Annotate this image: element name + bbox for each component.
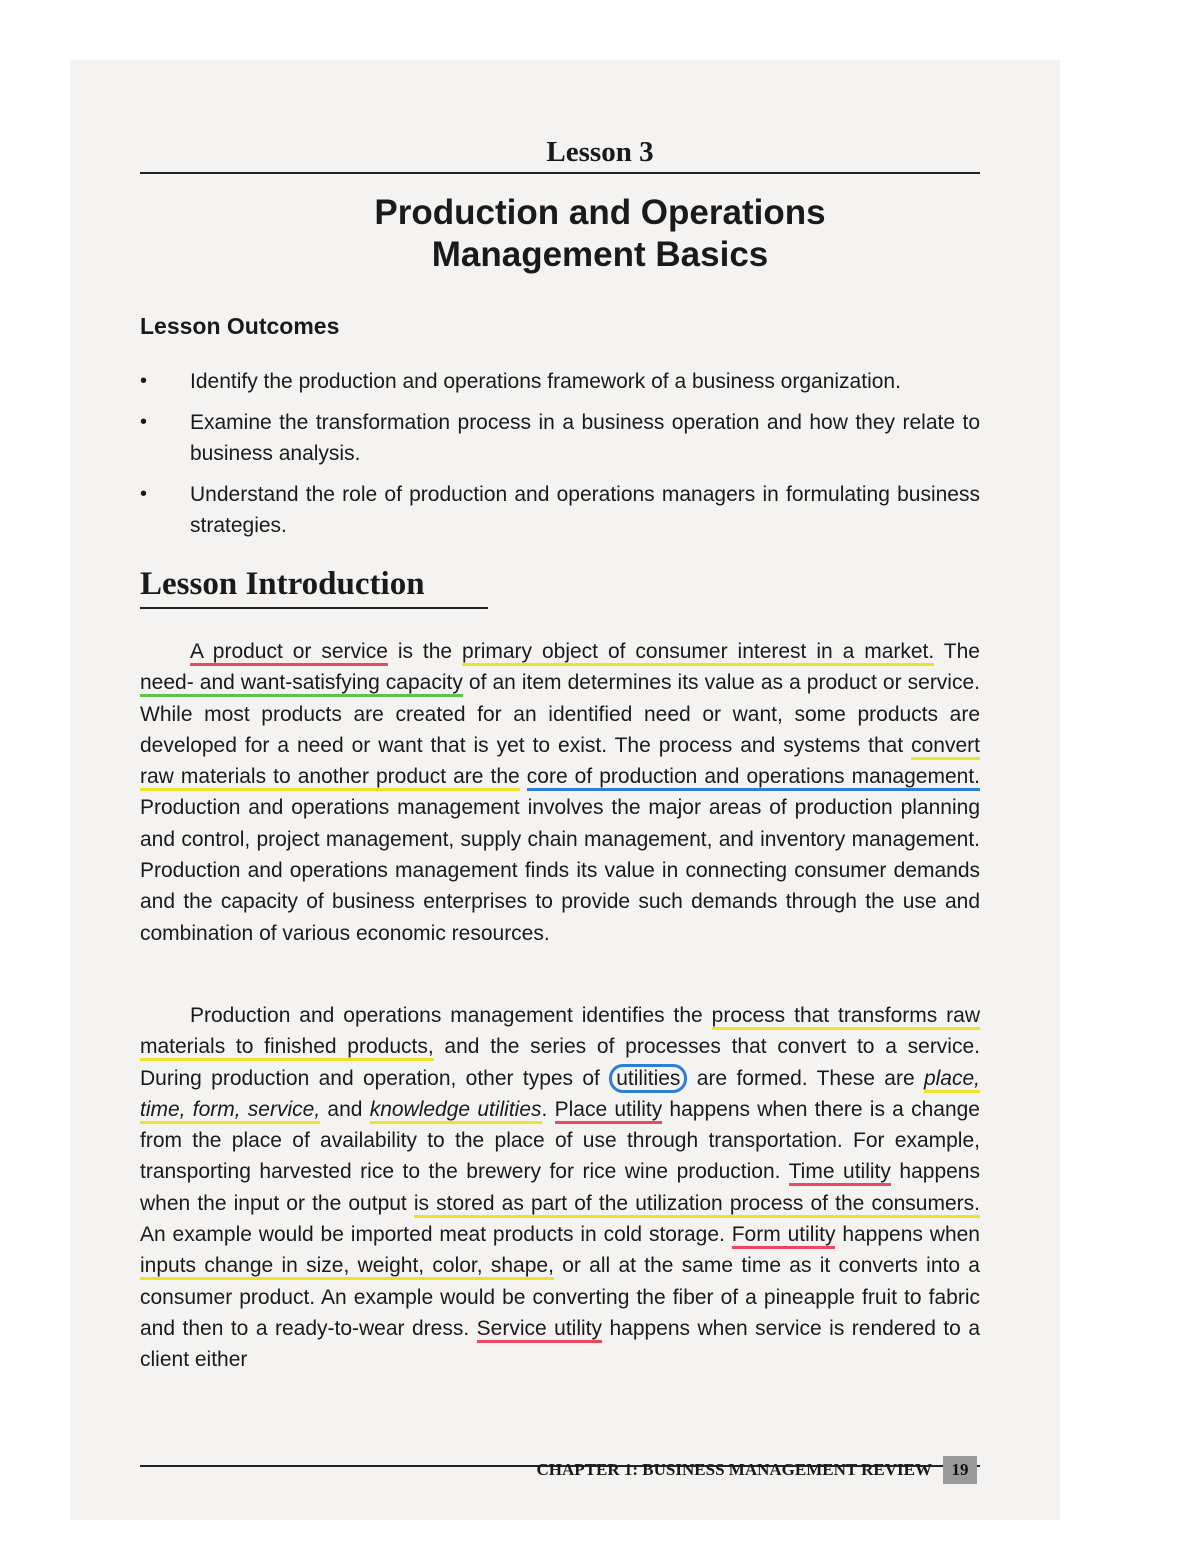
circled-word: utilities [609,1064,687,1093]
outcome-item [140,366,980,397]
text-run: happens when the input or the output [140,1160,980,1215]
outcome-text: Examine the transformation process in a business operation and how they relate to business analysis. [190,411,980,465]
chapter-footer: CHAPTER 1: BUSINESS MANAGEMENT REVIEW [536,1460,932,1479]
bullet: • [140,483,148,505]
outcomes-heading: Lesson Outcomes [140,313,340,339]
text-run: of an item determines its value as a product or service. While most products are created for an identified need or want, some products are developed for a need or want that is yet to exist. The process and systems that [140,671,980,757]
text-run: and the series of processes that convert to a service. During production and operation, other types of [140,1035,980,1090]
highlight-red: Form utility [732,1223,836,1249]
highlight-red: Place utility [555,1098,663,1124]
bullet: • [140,411,148,433]
text-run: is the [387,640,463,663]
highlight-blue: core of production and operations management. [527,765,980,791]
highlight-yellow: process that transforms raw materials to finished products, [140,1004,980,1061]
intro-paragraph-1 [140,636,980,949]
highlight-yellow: knowledge utilities [370,1098,542,1124]
text-run: The [934,640,980,663]
lesson-label: Lesson 3 [546,136,654,168]
highlight-red: A product or service [190,640,388,666]
title-line-2: Management Basics [431,235,769,274]
outcome-text: Identify the production and operations framework of a business organization. [190,370,901,393]
intro-heading: Lesson Introduction [140,566,425,602]
highlight-yellow: primary object of consumer interest in a market. [462,640,934,666]
text-run: happens when [835,1223,980,1247]
text-run: are formed. These are [687,1066,924,1090]
title-line-1: Production and Operations [374,193,826,232]
outcome-text: Understand the role of production and operations managers in formulating business strategies. [190,483,980,537]
outcome-item [140,479,980,541]
text-run: . [541,1097,555,1121]
text-run: happens when service is rendered to a client either [140,1316,981,1372]
outcome-item [140,407,980,469]
bullet: • [140,370,148,392]
intro-rule [140,607,488,609]
text-run: An example would be imported meat products in cold storage. [140,1223,732,1247]
page-number: 19 [943,1456,977,1484]
text-run: Production and operations management involves the major areas of production planning and control, project management, supply chain management, and inventory management. Production and operations management finds its value in connecting consumer demands and the capacity of business enterprises to provide such demands through the use and combination of various economic resources. [140,796,980,945]
highlight-yellow: place, time, form, service, [140,1067,980,1124]
text-run [520,765,527,788]
text-run: Production and operations management identifies the [190,1004,712,1027]
highlight-yellow: inputs change in size, weight, color, shape, [140,1254,554,1280]
text-run: happens when there is a change from the place of availability to the place of use through transportation. For example, transporting harvested rice to the brewery for rice wine production. [140,1097,980,1184]
highlight-red: Service utility [477,1317,602,1343]
text-run: and [320,1097,370,1121]
page-title [0,192,1200,276]
outcomes-list [140,366,980,551]
highlight-red: Time utility [789,1160,891,1186]
top-rule [140,172,980,174]
intro-paragraph-2 [140,1000,980,1376]
highlight-yellow: is stored as part of the utilization process of the consumers. [414,1192,980,1218]
highlight-yellow: convert raw materials to another product are the [140,734,980,791]
highlight-green: need- and want-satisfying capacity [140,671,463,697]
text-run: or all at the same time as it converts into a consumer product. An example would be converting the fiber of a pineapple fruit to fabric and then to a ready-to-wear dress. [140,1254,980,1340]
